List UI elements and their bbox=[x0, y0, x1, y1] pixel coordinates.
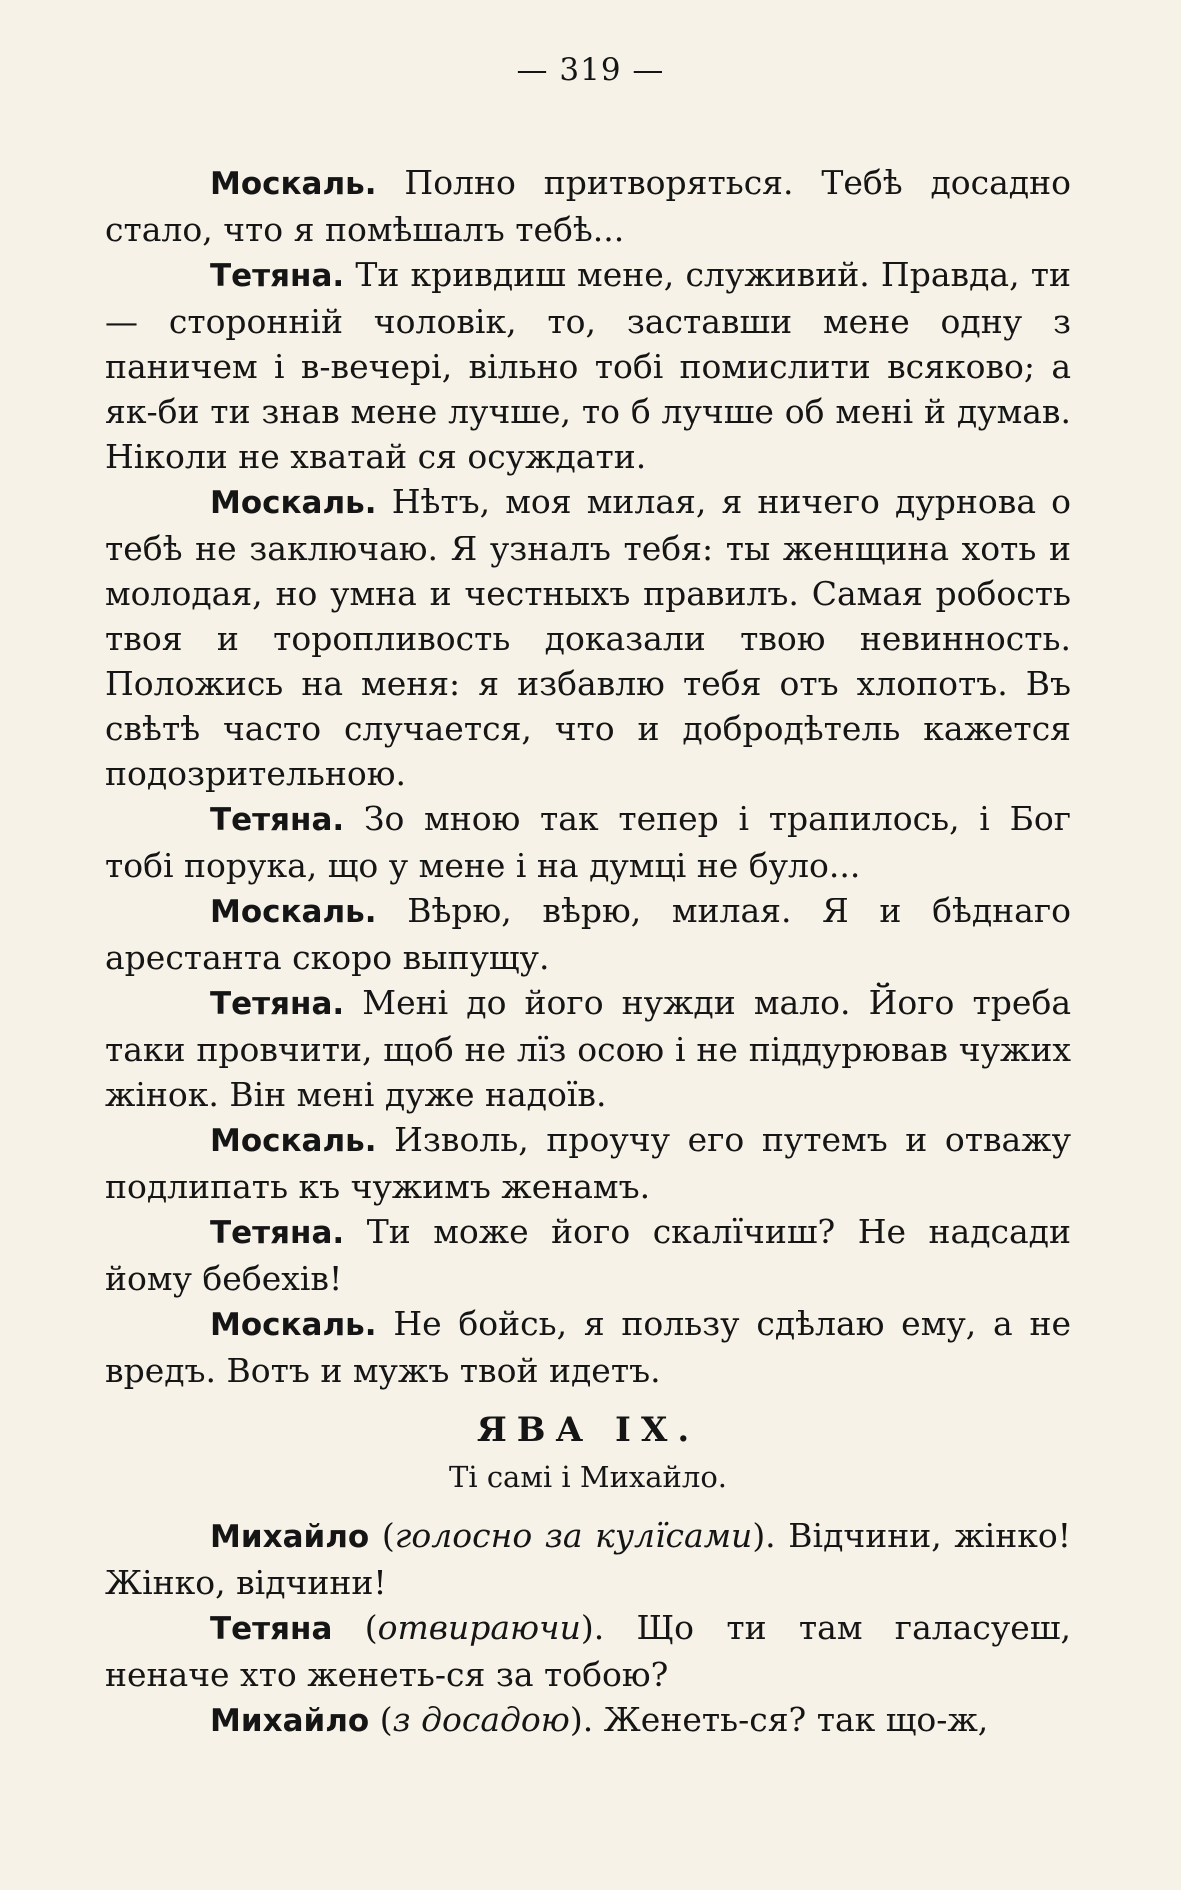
replica bbox=[105, 1513, 1071, 1605]
stage-direction: з досадою bbox=[392, 1700, 570, 1739]
play-text bbox=[105, 160, 1071, 1744]
stage-direction: голосно за кулїсами bbox=[394, 1516, 753, 1555]
speaker-name: Тетяна. bbox=[210, 1215, 345, 1251]
replica bbox=[105, 1605, 1071, 1697]
speaker-name: Москаль. bbox=[210, 1307, 377, 1343]
speaker-name: Михайло bbox=[210, 1519, 370, 1555]
replica-text: Женеть-ся? так що-ж, bbox=[593, 1700, 989, 1739]
replica bbox=[105, 160, 1071, 252]
replica bbox=[105, 980, 1071, 1117]
speaker-name: Москаль. bbox=[210, 166, 377, 202]
speaker-name: Михайло bbox=[210, 1703, 370, 1739]
replica-text: Полно притворяться. Тебѣ досадно стало, что я помѣшалъ тебѣ... bbox=[105, 163, 1071, 249]
replica-text: Нѣтъ, моя милая, я ничего дурнова о тебѣ не заключаю. Я узналъ тебя: ты женщина хоть и молодая, но умна и честныхъ правилъ. Самая робость твоя и торопливость доказали твою невинность. Положись на меня: я избавлю тебя отъ хлопотъ. Въ свѣтѣ часто случается, что и добродѣтель кажется подозрительною. bbox=[105, 482, 1071, 793]
replica-text: Мені до його нужди мало. Його треба таки провчити, щоб не лїз осою і не піддурював чужих жінок. Він мені дуже надоїв. bbox=[105, 983, 1071, 1114]
speaker-name: Тетяна. bbox=[210, 986, 345, 1022]
replica bbox=[105, 1117, 1071, 1209]
stage-direction-open: ( bbox=[369, 1700, 393, 1739]
replica bbox=[105, 1697, 1071, 1744]
replica bbox=[105, 252, 1071, 479]
speaker-name: Тетяна. bbox=[210, 258, 345, 294]
replicas-after bbox=[105, 1513, 1071, 1744]
replica bbox=[105, 1209, 1071, 1301]
speaker-name: Москаль. bbox=[210, 1123, 377, 1159]
speaker-name: Москаль. bbox=[210, 894, 377, 930]
page-number: — 319 — bbox=[516, 52, 665, 88]
replica bbox=[105, 888, 1071, 980]
replicas-before bbox=[105, 160, 1071, 1393]
stage-direction-open: ( bbox=[369, 1516, 395, 1555]
stage-direction-open: ( bbox=[332, 1608, 378, 1647]
replica-text: Зо мною так тепер і трапилось, і Бог тобі порука, що у мене і на думці не було... bbox=[105, 799, 1071, 885]
scene-title: ЯВА IX. bbox=[476, 1410, 700, 1450]
scene-cast: Ті самі і Михайло. bbox=[448, 1460, 727, 1494]
replica-text: Не бойсь, я пользу сдѣлаю ему, а не вредъ. Вотъ и мужъ твой идетъ. bbox=[105, 1304, 1071, 1390]
replica bbox=[105, 479, 1071, 796]
replica-text: Ти може його скалїчиш? Не надсади йому бебехів! bbox=[105, 1212, 1071, 1298]
stage-direction-close: ). bbox=[569, 1700, 594, 1739]
replica-text: Вѣрю, вѣрю, милая. Я и бѣднаго арестанта скоро выпущу. bbox=[105, 891, 1071, 977]
replica-text: Изволь, проучу его путемъ и отважу подлипать къ чужимъ женамъ. bbox=[105, 1120, 1071, 1206]
replica bbox=[105, 1301, 1071, 1393]
speaker-name: Тетяна. bbox=[210, 802, 345, 838]
replica bbox=[105, 796, 1071, 888]
replica-text: Що ти там галасуеш, неначе хто женеть-ся за тобою? bbox=[105, 1608, 1071, 1694]
speaker-name: Тетяна bbox=[210, 1611, 333, 1647]
replica-text: Відчини, жінко! Жінко, відчини! bbox=[105, 1516, 1071, 1602]
stage-direction-close: ). bbox=[580, 1608, 605, 1647]
speaker-name: Москаль. bbox=[210, 485, 377, 521]
stage-direction-close: ). bbox=[752, 1516, 776, 1555]
stage-direction: отвираючи bbox=[377, 1608, 581, 1647]
replica-text: Ти кривдиш мене, служивий. Правда, ти — сторонній чоловік, то, заставши мене одну з паничем і в-вечері, вільно тобі помислити всяково; а як-би ти знав мене лучше, то б лучше об мені й думав. Ніколи не хватай ся осуждати. bbox=[105, 255, 1071, 476]
